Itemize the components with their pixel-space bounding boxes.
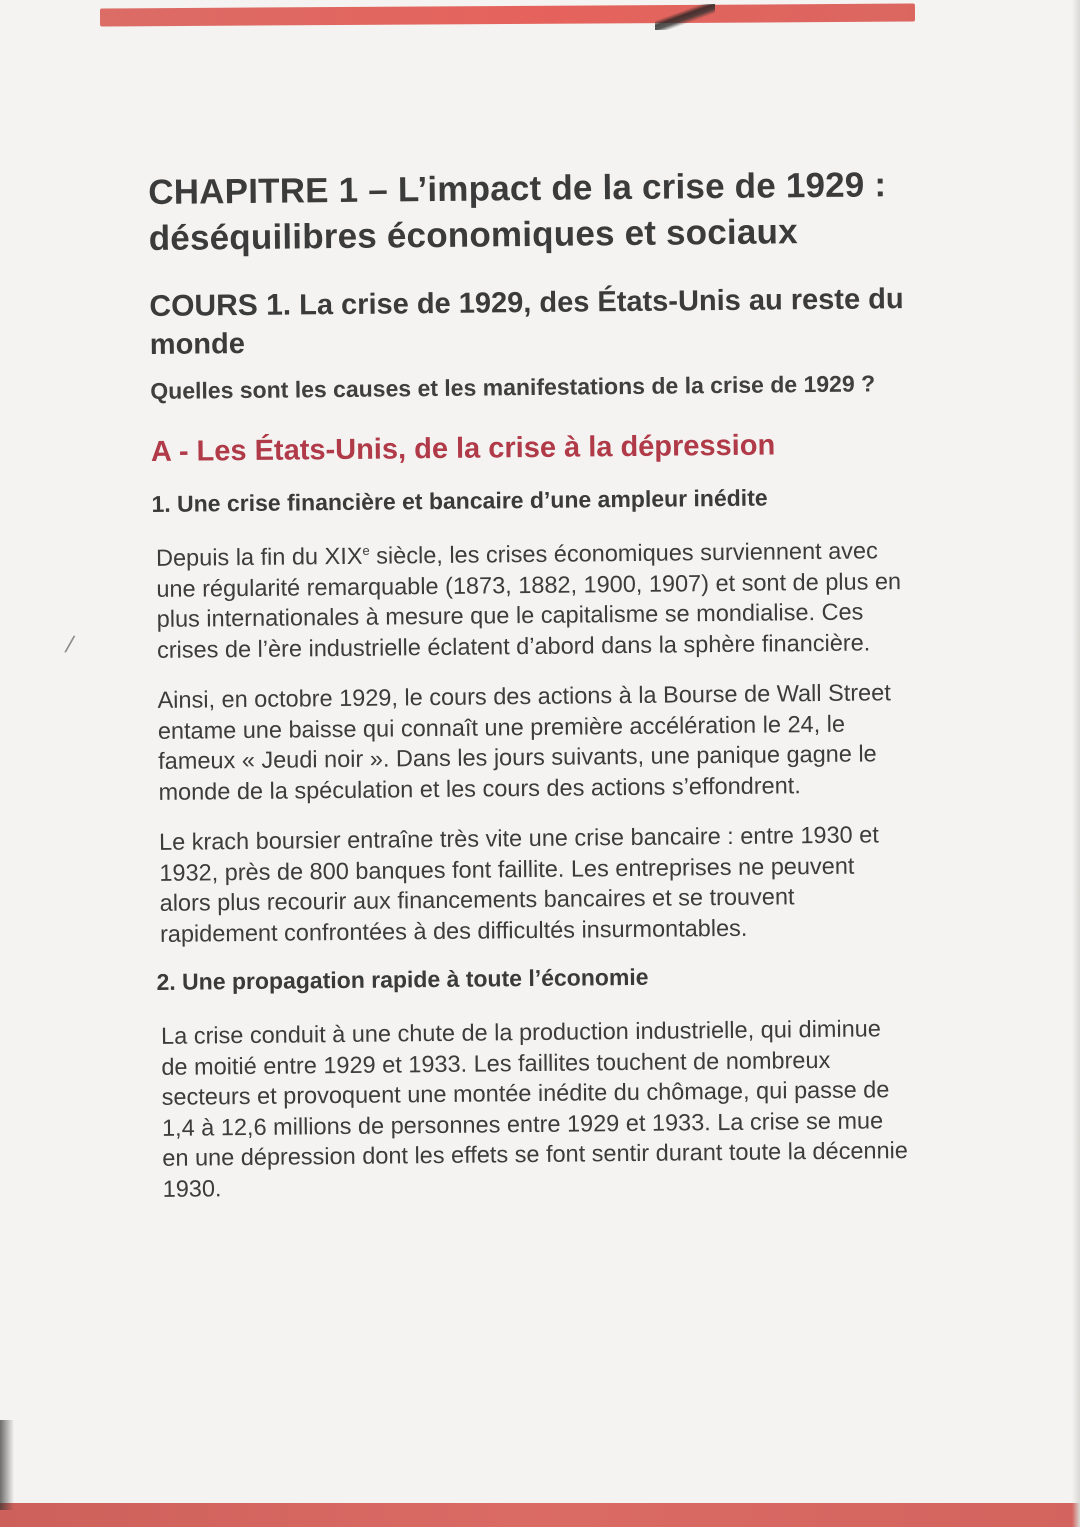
pencil-margin-mark: / xyxy=(63,631,76,658)
paragraph-1-superscript: e xyxy=(362,542,370,558)
paragraph-1-start: Depuis la fin du XIX xyxy=(155,542,363,571)
subsection-2-title: 2. Une propagation rapide à toute l’économie xyxy=(156,963,649,995)
section-a-title: A - Les États-Unis, de la crise à la dépression xyxy=(150,429,776,468)
right-edge-shadow xyxy=(1072,0,1080,1527)
cours-prefix: COURS 1. xyxy=(149,288,292,323)
left-edge-shadow xyxy=(0,1420,14,1510)
paragraph-4: La crise conduit à une chute de la production industrielle, qui diminue de moitié entre 1929 et 1933. Les faillites touchent de nombreux secteurs et provoquent une montée inédite du chômage, qui passe de 1,4 à 12,6 millions de personnes entre 1929 et 1933. La crise se mue en une dépression dont les effets se font sentir durant toute la décennie 1930. xyxy=(160,1015,909,1202)
cours-title xyxy=(149,280,920,364)
chapter-title: CHAPITRE 1 – L’impact de la crise de 1929 : déséquilibres économiques et sociaux xyxy=(148,165,887,258)
bottom-red-band xyxy=(0,1503,1080,1527)
paragraph-1-rest: siècle, les crises économiques surviennent avec une régularité remarquable (1873, 1882, 1900, 1907) et sont de plus en plus internationales à mesure que le capitalisme se mondialise. Ces crises de l’ère industrielle éclatent d’abord dans la sphère financière. xyxy=(156,537,902,663)
cours-title-text: La crise de 1929, des États-Unis au reste du monde xyxy=(149,283,904,361)
paragraph-2: Ainsi, en octobre 1929, le cours des actions à la Bourse de Wall Street entame une baisse qui connaît une première accélération le 24, le fameux « Jeudi noir ». Dans les jours suivants, une panique gagne le monde de la spéculation et les cours des actions s’effondrent. xyxy=(157,679,891,805)
top-band-shadow xyxy=(655,4,715,30)
problematique: Quelles sont les causes et les manifestations de la crise de 1929 ? xyxy=(150,370,876,404)
top-red-band xyxy=(100,4,915,27)
subsection-1-title: 1. Une crise financière et bancaire d’une ampleur inédite xyxy=(151,484,768,517)
paragraph-1 xyxy=(156,535,909,665)
paragraph-3: Le krach boursier entraîne très vite une crise bancaire : entre 1930 et 1932, près de 800 banques font faillite. Les entreprises ne peuvent alors plus recourir aux financements bancaires et se trouvent rapidement confrontées à des difficultés insurmontables. xyxy=(158,821,879,947)
document-page xyxy=(148,162,929,1204)
